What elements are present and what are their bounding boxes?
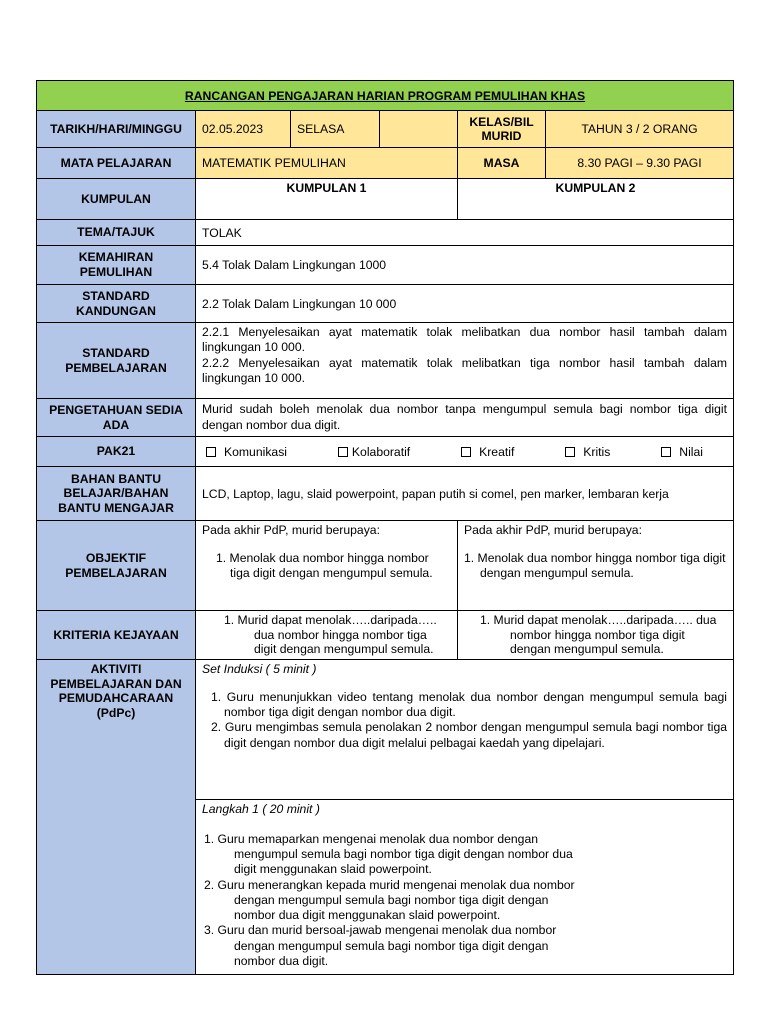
bbm-label: BAHAN BANTU BELAJAR/BAHAN BANTU MENGAJAR (37, 467, 196, 521)
kumpulan-row (37, 179, 734, 220)
pengetahuan-value: Murid sudah boleh menolak dua nombor tanpa mengumpul semula bagi nombor tiga digit dengan nombor dua digit. (196, 399, 734, 437)
tema-label: TEMA/TAJUK (37, 220, 196, 246)
date-value: 02.05.2023 (196, 111, 291, 148)
kumpulan-1-header: KUMPULAN 1 (196, 179, 458, 220)
pak21-options (196, 437, 734, 467)
kelas-value: TAHUN 3 / 2 ORANG (546, 111, 734, 148)
tarikh-row (37, 111, 734, 148)
aktiviti-label: AKTIVITI PEMBELAJARAN DAN PEMUDAHCARAAN (PdPc) (37, 659, 196, 974)
lesson-plan-table (36, 80, 734, 975)
langkah-1-cell (196, 799, 734, 974)
kriteria-kumpulan-1 (196, 611, 458, 660)
objektif-item-2: 1. Menolak dua nombor hingga nombor tiga digit dengan mengumpul semula. (464, 551, 726, 581)
mata-pelajaran-value: MATEMATIK PEMULIHAN (196, 148, 458, 179)
set-induksi-item-2: 2. Guru mengimbas semula penolakan 2 nombor dengan mengumpul semula bagi nombor tiga digit dengan nombor dua digit melalui pelbagai kaedah yang dipelajari. (211, 720, 728, 750)
week-value (380, 111, 458, 148)
kriteria-row (37, 611, 734, 660)
objektif-intro-2: Pada akhir PdP, murid berupaya: (464, 523, 642, 537)
objektif-kumpulan-1 (196, 521, 458, 611)
langkah-1-item-2: 2. Guru menerangkan kepada murid mengenai menolak dua nombor dengan mengumpul semula bagi nombor tiga digit dengan nombor dua digit menggunakan slaid powerpoint. (204, 877, 575, 923)
tarikh-label: TARIKH/HARI/MINGGU (37, 111, 196, 148)
day-value: SELASA (291, 111, 380, 148)
set-induksi-title: Set Induksi ( 5 minit ) (202, 661, 317, 676)
objektif-item-1: 1. Menolak dua nombor hingga nombor tiga digit dengan mengumpul semula. (216, 551, 433, 581)
title-row (37, 81, 734, 111)
pak21-kreatif[interactable]: Kreatif (461, 445, 514, 459)
kriteria-kumpulan-2 (458, 611, 734, 660)
masa-value: 8.30 PAGI – 9.30 PAGI (546, 148, 734, 179)
checkbox-icon[interactable] (206, 447, 216, 457)
kumpulan-label: KUMPULAN (37, 179, 196, 220)
objektif-row (37, 521, 734, 611)
standard-kandungan-label: STANDARD KANDUNGAN (37, 285, 196, 323)
langkah-1-title: Langkah 1 ( 20 minit ) (202, 801, 320, 816)
checkbox-icon[interactable] (661, 447, 671, 457)
tema-row (37, 220, 734, 246)
set-induksi-cell (196, 659, 734, 799)
bbm-value: LCD, Laptop, lagu, slaid powerpoint, papan putih si comel, pen marker, lembaran kerja (196, 467, 734, 521)
sp-line-2: 2.2.2 Menyelesaikan ayat matematik tolak melibatkan tiga nombor hasil tambah dalam lingkungan 10 000. (202, 355, 728, 385)
pak21-nilai[interactable]: Nilai (661, 445, 703, 459)
pak21-label: PAK21 (37, 437, 196, 467)
kemahiran-value: 5.4 Tolak Dalam Lingkungan 1000 (196, 246, 734, 285)
pak21-kritis[interactable]: Kritis (565, 445, 610, 459)
standard-pembelajaran-label: STANDARD PEMBELAJARAN (37, 323, 196, 399)
pengetahuan-row (37, 399, 734, 437)
objektif-intro-1: Pada akhir PdP, murid berupaya: (202, 523, 380, 537)
pak21-kolaboratif[interactable]: Kolaboratif (338, 445, 410, 459)
pengetahuan-label: PENGETAHUAN SEDIA ADA (37, 399, 196, 437)
checkbox-icon[interactable] (565, 447, 575, 457)
standard-kandungan-row (37, 285, 734, 323)
sp-line-1: 2.2.1 Menyelesaikan ayat matematik tolak melibatkan dua nombor hasil tambah dalam lingkungan 10 000. (202, 325, 728, 355)
kriteria-label: KRITERIA KEJAYAAN (37, 611, 196, 660)
masa-label: MASA (458, 148, 546, 179)
mata-pelajaran-row (37, 148, 734, 179)
checkbox-icon[interactable] (338, 447, 348, 457)
aktiviti-row-set-induksi (37, 659, 734, 799)
objektif-kumpulan-2 (458, 521, 734, 611)
langkah-1-item-1: 1. Guru memaparkan mengenai menolak dua nombor dengan mengumpul semula bagi nombor tiga digit dengan nombor dua digit menggunakan slaid powerpoint. (204, 831, 573, 877)
set-induksi-item-1: 1. Guru menunjukkan video tentang menolak dua nombor dengan mengumpul semula bagi nombor tiga digit dengan nombor dua digit. (211, 689, 728, 720)
mata-pelajaran-label: MATA PELAJARAN (37, 148, 196, 179)
page-title: RANCANGAN PENGAJARAN HARIAN PROGRAM PEMULIHAN KHAS (37, 81, 734, 111)
checkbox-icon[interactable] (461, 447, 471, 457)
kemahiran-row (37, 246, 734, 285)
pak21-komunikasi[interactable]: Komunikasi (206, 445, 287, 459)
kemahiran-label: KEMAHIRAN PEMULIHAN (37, 246, 196, 285)
kelas-label: KELAS/BIL MURID (458, 111, 546, 148)
standard-kandungan-value: 2.2 Tolak Dalam Lingkungan 10 000 (196, 285, 734, 323)
bbm-row (37, 467, 734, 521)
objektif-label: OBJEKTIF PEMBELAJARAN (37, 521, 196, 611)
pak21-row (37, 437, 734, 467)
kriteria-item-1: 1. Murid dapat menolak…..daripada….. dua nombor hingga nombor tiga digit dengan mengumpul semula. (224, 613, 437, 657)
langkah-1-item-3: 3. Guru dan murid bersoal-jawab mengenai menolak dua nombor dengan mengumpul semula bagi nombor tiga digit dengan nombor dua digit. (204, 923, 557, 968)
kriteria-item-2: 1. Murid dapat menolak…..daripada….. dua nombor hingga nombor tiga digit dengan mengumpul semula. (480, 613, 717, 657)
kumpulan-2-header: KUMPULAN 2 (458, 179, 734, 220)
tema-value: TOLAK (196, 220, 734, 246)
standard-pembelajaran-value (196, 323, 734, 399)
standard-pembelajaran-row (37, 323, 734, 399)
